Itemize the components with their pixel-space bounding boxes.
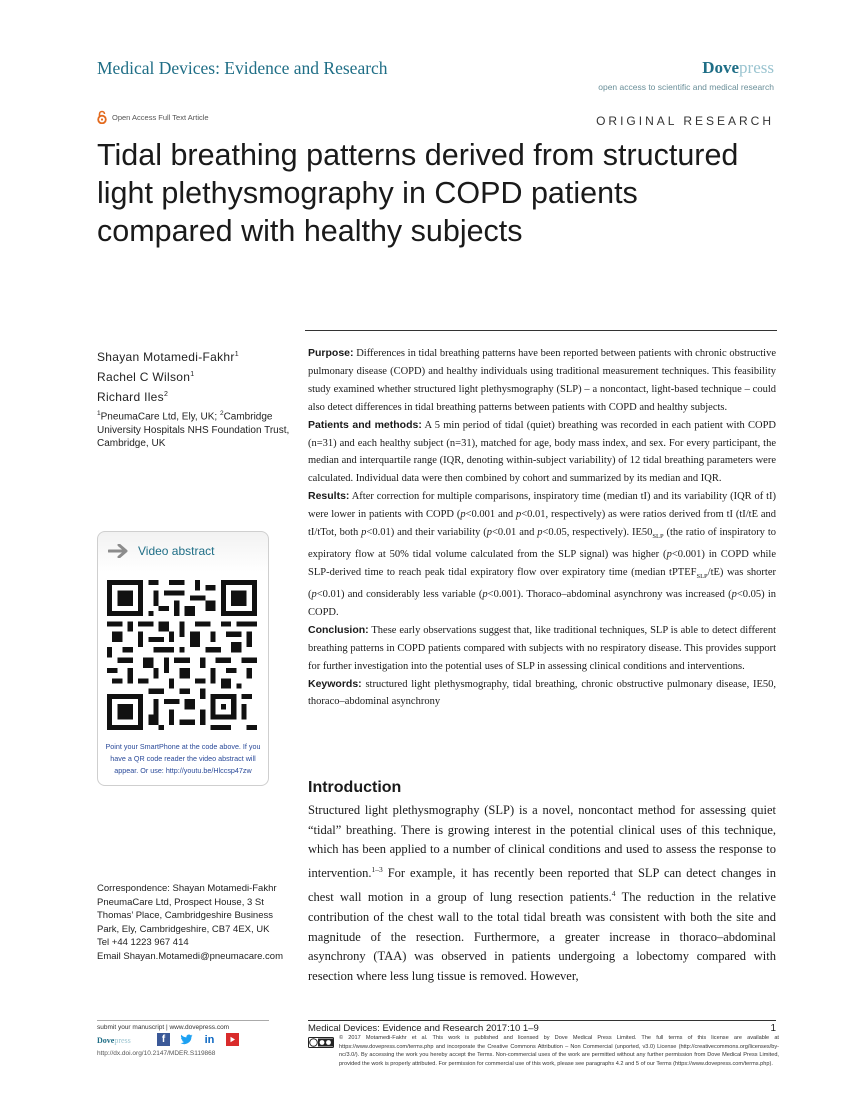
reference-link[interactable]: 4 xyxy=(611,888,616,898)
author-list xyxy=(97,346,239,406)
reference-link[interactable]: 1–3 xyxy=(371,865,383,875)
open-access-badge xyxy=(97,110,209,124)
abstract-conclusion: Conclusion: These early observations suggest that, like traditional techniques, SLP is able to detect different breathing patterns in COPD patients compared with subjects with no respiratory disease. This provides support for further investigation into the potential uses of SLP in assessing clinical conditions and interventions. xyxy=(308,623,776,672)
doi-link[interactable]: http://dx.doi.org/10.2147/MDER.S119868 xyxy=(97,1050,216,1057)
section-heading-introduction: Introduction xyxy=(308,779,402,796)
youtube-icon[interactable] xyxy=(226,1033,239,1046)
social-links xyxy=(157,1033,239,1046)
affiliations: $^1$PneumaCare Ltd, Ely, UK; $^2$Cambridge University Hospitals NHS Foundation Trust, Cambridge, UK xyxy=(97,410,290,450)
video-abstract-heading[interactable]: Video abstract xyxy=(108,544,215,558)
introduction-body: Structured light plethysmography (SLP) is a novel, noncontact method for assessing quiet “tidal” breathing. There is growing interest in the potential clinical uses of this technique, which has been applied to a number of clinical conditions and used to assess the response to intervention.$^{1-3}$ For example, it has recently been reported that SLP can detect changes in chest wall motion in a group of lung resection patients.$^4$ The reduction in the relative contribution of the chest wall to the total tidal breath was consistent with both the site and magnitude of the resection. Furthermore, a greater increase in thoraco–abdominal asynchrony (TAA) was observed in patients undergoing a lobectomy compared with resection where less lung tissue is removed. However, xyxy=(308,803,776,983)
article-title: Tidal breathing patterns derived from structured light plethysmography in COPD patients compared with healthy subjects xyxy=(97,138,739,248)
abstract-divider xyxy=(305,330,777,331)
publisher-logo-bold: Dove xyxy=(702,58,740,77)
author: Shayan Motamedi-Fakhr$^1$ xyxy=(97,350,239,364)
abstract-methods: Patients and methods: A 5 min period of tidal (quiet) breathing was recorded in each patient with COPD (n=31) and each healthy subject (n=31), matched for age, body mass index, and sex. For every participant, the median and interquartile range (IQR, denoting within-subject variability) of 12 tidal breathing parameters were calculated. Individual data were then combined by cohort and summarized by its median and IQR. xyxy=(308,418,776,485)
linkedin-icon[interactable]: in xyxy=(204,1033,215,1046)
license-text: © 2017 Motamedi-Fakhr et al. This work is published and licensed by Dove Medical Press Limited. The full terms of this license are available at https://www.dovepress.com/terms.php and incorporate the Creative Commons Attribution – Non Commercial (unported, v3.0) License (http://creativecommons.org/licenses/by-nc/3.0/). By accessing the work you hereby accept the Terms. Non-commercial uses of the work are permitted without any further permission from Dove Medical Press Limited, provided the work is properly attributed. For permission for commercial use of this work, please see paragraphs 4.2 and 5 of our Terms (https://www.dovepress.com/terms.php). xyxy=(339,1035,779,1067)
publisher-tagline: open access to scientific and medical research xyxy=(598,82,774,92)
video-link[interactable]: http://youtu.be/Hlccsp47zw xyxy=(165,766,252,775)
author: Rachel C Wilson$^1$ xyxy=(97,370,195,384)
video-abstract-note: Point your SmartPhone at the code above. If you have a QR code reader the video abstract will appear. Or use: http://youtu.be/Hlccsp47zw xyxy=(105,742,261,775)
correspondence-email[interactable]: Email Shayan.Motamedi@pneumacare.com xyxy=(97,950,284,962)
twitter-icon[interactable] xyxy=(180,1033,193,1046)
journal-citation: Medical Devices: Evidence and Research 2017:10 1–9 xyxy=(308,1023,539,1034)
footer-divider-left xyxy=(97,1020,269,1021)
qr-code[interactable] xyxy=(107,580,257,730)
abstract xyxy=(308,345,776,711)
open-access-icon xyxy=(97,110,107,124)
abstract-keywords: Keywords: structured light plethysmography, tidal breathing, chronic obstructive pulmonary disease, IE50, thoraco–abdominal asynchrony xyxy=(308,677,777,708)
open-access-label: Open Access Full Text Article xyxy=(112,112,209,122)
publisher-logo-light: press xyxy=(739,58,774,77)
correspondence: Correspondence: Shayan Motamedi-Fakhr PneumaCare Ltd, Prospect House, 3 St Thomas’ Place, Cambridgeshire Business Park, Ely, Cambridgeshire, CB7 4EX, UK Tel +44 1223 967 414 Email Shayan.Motamedi@pneumacare.com xyxy=(97,882,297,963)
page-number: 1 xyxy=(770,1023,776,1034)
footer-divider-right xyxy=(308,1020,776,1021)
creative-commons-icon[interactable] xyxy=(308,1037,334,1048)
video-abstract-box xyxy=(97,531,269,786)
arrow-right-icon xyxy=(108,544,130,558)
publisher-logo[interactable] xyxy=(702,58,774,78)
footer-publisher-logo[interactable]: Dovepress xyxy=(97,1036,131,1045)
submit-manuscript-link[interactable]: submit your manuscript | www.dovepress.com xyxy=(97,1024,230,1031)
abstract-purpose: Purpose: Differences in tidal breathing patterns have been reported between patients with chronic obstructive pulmonary disease (COPD) and healthy individuals using traditional measurement techniques. This feasibility study examined whether structured light plethysmography (SLP) – a noncontact, light-based technique – could also detect differences in tidal breathing patterns between patients with COPD and healthy subjects. xyxy=(308,347,776,413)
facebook-icon[interactable]: f xyxy=(157,1033,170,1046)
author: Richard Iles$^2$ xyxy=(97,390,169,404)
abstract-results: Results: After correction for multiple comparisons, inspiratory time (median tI) and its variability (IQR of tI) were lower in patients with COPD (p<0.001 and p<0.01, respectively) as were ratios derived from tI (tI/tE and tI/tTot, both p<0.01) and their variability (p<0.01 and p<0.05, respectively). $IE50_{SLP}$ (the ratio of inspiratory to expiratory flow at 50% tidal volume calculated from the SLP signal) was higher (p<0.001) in COPD while SLP-derived time to reach peak tidal expiratory flow over expiratory time (median tPTEF$_{SLP}$/tE) was shorter (p<0.01) and considerably less variable (p<0.001). Thoraco–abdominal asynchrony was increased (p<0.05) in COPD. xyxy=(308,490,777,618)
journal-name[interactable]: Medical Devices: Evidence and Research xyxy=(97,58,388,78)
article-category: ORIGINAL RESEARCH xyxy=(596,114,774,128)
